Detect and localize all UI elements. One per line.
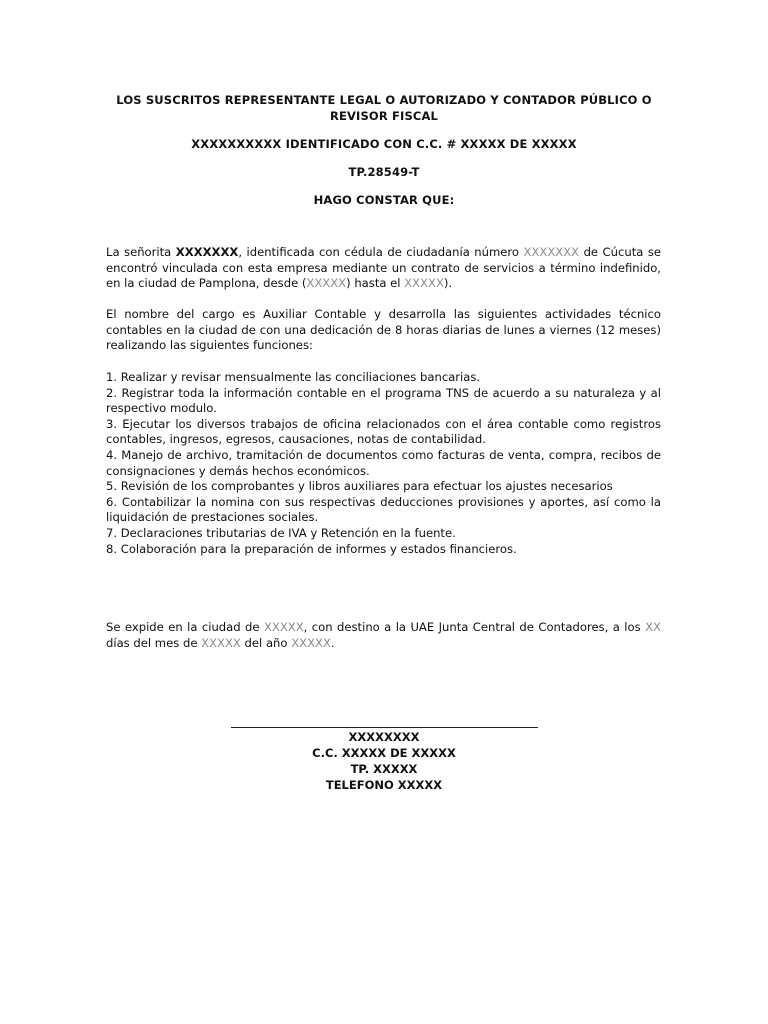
- end-date-placeholder: XXXXX: [404, 276, 444, 291]
- year-placeholder: XXXXX: [291, 635, 331, 650]
- employee-name: XXXXXXX: [175, 245, 239, 259]
- certify-heading: HAGO CONSTAR QUE:: [313, 193, 455, 207]
- id-number-placeholder: XXXXXXX: [523, 245, 580, 259]
- function-item: 1. Realizar y revisar mensualmente las conciliaciones bancarias.: [106, 370, 481, 384]
- position-paragraph: El nombre del cargo es Auxiliar Contable y desarrolla las siguientes actividades técnico contables en la ciudad de con una dedicación de 8 horas diarias de lunes a viernes (12 meses) realizando las siguientes funciones:: [106, 307, 661, 353]
- closing-text: , con destino a la UAE Junta Central de Contadores, a los: [303, 620, 646, 634]
- signer-tp: TP. XXXXX: [350, 762, 418, 776]
- paragraph1-text: de Cúcuta se encontró vinculada con esta empresa mediante un contrato de servicios a término indefinido, en la ciudad de Pamplona, desde (: [106, 245, 661, 291]
- month-placeholder: XXXXX: [201, 635, 241, 650]
- title-line-2: REVISOR FISCAL: [330, 109, 438, 123]
- paragraph1-text: , identificada con cédula de ciudadanía número: [238, 245, 524, 259]
- signer-phone: TELEFONO XXXXX: [325, 778, 443, 792]
- paragraph1-text: La señorita: [106, 245, 176, 259]
- closing-paragraph: [106, 620, 661, 651]
- title-line-1: LOS SUSCRITOS REPRESENTANTE LEGAL O AUTORIZADO Y CONTADOR PÚBLICO O: [116, 93, 652, 107]
- signer-name: XXXXXXXX: [348, 730, 420, 744]
- paragraph1-text: ).: [443, 276, 453, 291]
- functions-list: [106, 370, 661, 557]
- signer-id: C.C. XXXXX DE XXXXX: [312, 746, 456, 760]
- function-item: 8. Colaboración para la preparación de informes y estados financieros.: [106, 541, 517, 556]
- signature-block: [214, 729, 554, 793]
- signature-line: [231, 727, 538, 728]
- function-item: 5. Revisión de los comprobantes y libros auxiliares para efectuar los ajustes necesarios: [106, 479, 613, 494]
- function-item: 3. Ejecutar los diversos trabajos de oficina relacionados con el área contable como registros contables, ingresos, egresos, causaciones, notas de contabilidad.: [106, 416, 661, 447]
- start-date-placeholder: XXXXX: [306, 276, 347, 291]
- closing-text: días del mes de: [106, 635, 202, 650]
- function-item: 6. Contabilizar la nomina con sus respectivas deducciones provisiones y aportes, así como la liquidación de prestaciones sociales.: [106, 494, 661, 525]
- closing-text: Se expide en la ciudad de: [106, 620, 264, 634]
- closing-text: del año: [240, 635, 292, 650]
- function-item: 4. Manejo de archivo, tramitación de documentos como facturas de venta, compra, recibos de consignaciones y demás hechos económicos.: [106, 447, 661, 478]
- city-placeholder: XXXXX: [263, 620, 304, 634]
- function-item: 7. Declaraciones tributarias de IVA y Retención en la fuente.: [106, 525, 456, 540]
- employment-paragraph: [106, 245, 661, 292]
- document-title: [106, 92, 662, 124]
- function-item: 2. Registrar toda la información contable en el programa TNS de acuerdo a su naturaleza y al respectivo modulo.: [106, 385, 661, 416]
- identification-line: XXXXXXXXXX IDENTIFICADO CON C.C. # XXXXX DE XXXXX: [191, 137, 577, 151]
- tp-line: TP.28549-T: [348, 165, 420, 179]
- paragraph1-text: ) hasta el: [346, 276, 405, 291]
- day-placeholder: XX: [645, 620, 661, 634]
- closing-text: .: [330, 635, 335, 650]
